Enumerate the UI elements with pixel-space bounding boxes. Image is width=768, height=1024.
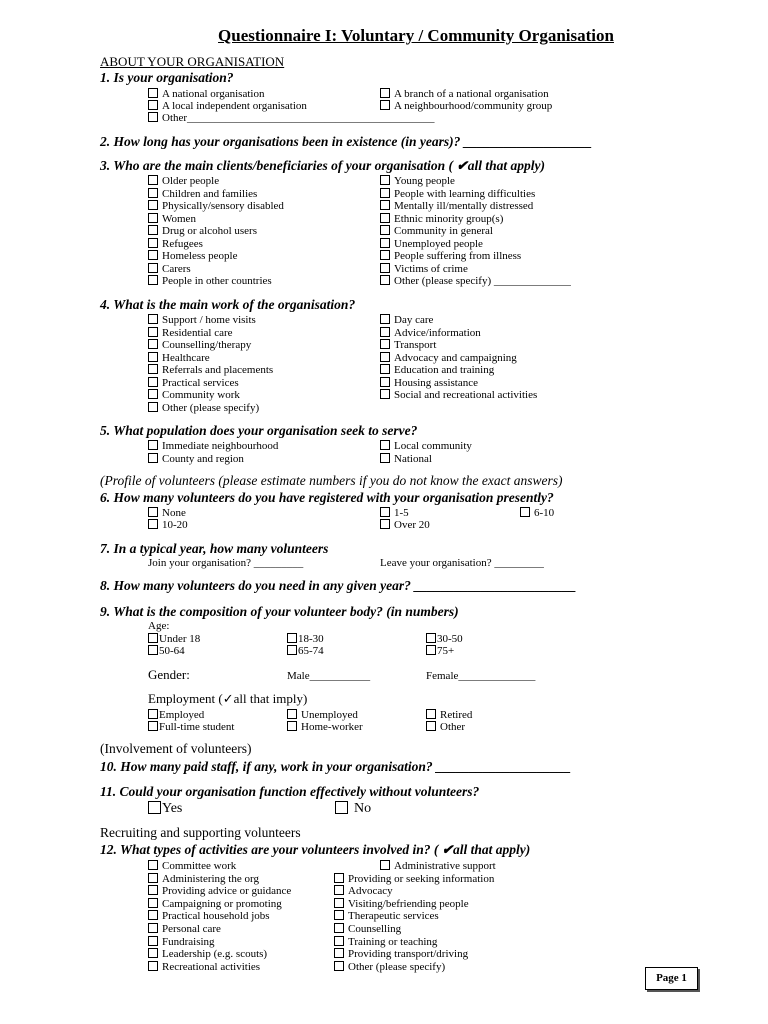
- checkbox-option[interactable]: Mentally ill/mentally distressed: [380, 200, 533, 212]
- checkbox-icon[interactable]: [380, 225, 390, 235]
- checkbox-icon[interactable]: [148, 225, 158, 235]
- checkbox-option[interactable]: 75+: [426, 645, 454, 657]
- checkbox-icon[interactable]: [380, 88, 390, 98]
- checkbox-option[interactable]: National: [380, 453, 432, 465]
- checkbox-icon[interactable]: [334, 873, 344, 883]
- checkbox-option[interactable]: Women: [148, 213, 196, 225]
- checkbox-option[interactable]: Carers: [148, 263, 191, 275]
- checkbox-icon[interactable]: [334, 936, 344, 946]
- employment-label: Employment (✓all that imply): [148, 691, 308, 706]
- checkbox-option[interactable]: Other (please specify) ______________: [380, 275, 571, 287]
- checkbox-icon[interactable]: [287, 721, 297, 731]
- checkbox-option[interactable]: Over 20: [380, 519, 430, 531]
- checkbox-option[interactable]: Therapeutic services: [334, 910, 439, 922]
- checkbox-icon[interactable]: [148, 910, 158, 920]
- checkbox-icon[interactable]: [380, 200, 390, 210]
- checkbox-option[interactable]: Under 18: [148, 633, 200, 645]
- male-field[interactable]: Male___________: [287, 670, 371, 682]
- checkbox-option[interactable]: None: [148, 507, 186, 519]
- checkbox-option[interactable]: 1-5: [380, 507, 409, 519]
- checkbox-icon[interactable]: [380, 453, 390, 463]
- question-6: 6. How many volunteers do you have registered with your organisation presently?: [100, 490, 554, 505]
- checkbox-option[interactable]: Administering the org: [148, 873, 259, 885]
- checkbox-icon[interactable]: [334, 910, 344, 920]
- involvement-note: (Involvement of volunteers): [100, 741, 252, 756]
- checkbox-option[interactable]: Advice/information: [380, 327, 481, 339]
- checkbox-icon[interactable]: [380, 440, 390, 450]
- checkbox-option[interactable]: 18-30: [287, 633, 324, 645]
- checkbox-option[interactable]: Home-worker: [287, 721, 363, 733]
- checkbox-icon[interactable]: [148, 263, 158, 273]
- checkbox-icon[interactable]: [380, 364, 390, 374]
- checkbox-option[interactable]: A neighbourhood/community group: [380, 100, 552, 112]
- question-9: 9. What is the composition of your volunteer body? (in numbers): [100, 604, 459, 619]
- age-label: Age:: [148, 620, 170, 632]
- question-1: 1. Is your organisation?: [100, 70, 234, 85]
- checkbox-icon[interactable]: [148, 238, 158, 248]
- section-heading-about: ABOUT YOUR ORGANISATION: [100, 54, 285, 69]
- checkbox-icon[interactable]: [380, 263, 390, 273]
- checkbox-icon[interactable]: [334, 898, 344, 908]
- checkbox-icon[interactable]: [148, 250, 158, 260]
- join-field[interactable]: Join your organisation? _________: [148, 557, 304, 569]
- checkbox-icon[interactable]: [380, 327, 390, 337]
- checkbox-icon[interactable]: [148, 275, 158, 285]
- checkbox-icon[interactable]: [148, 100, 158, 110]
- checkbox-option[interactable]: Children and families: [148, 188, 257, 200]
- checkbox-option[interactable]: 65-74: [287, 645, 324, 657]
- leave-field[interactable]: Leave your organisation? _________: [380, 557, 544, 569]
- checkbox-icon[interactable]: [380, 377, 390, 387]
- checkbox-icon[interactable]: [148, 801, 161, 814]
- checkbox-icon[interactable]: [148, 936, 158, 946]
- question-2: 2. How long has your organisations been in existence (in years)? ___________________: [100, 134, 593, 149]
- checkbox-icon[interactable]: [380, 250, 390, 260]
- checkbox-option[interactable]: Support / home visits: [148, 314, 256, 326]
- checkbox-icon[interactable]: [287, 709, 297, 719]
- checkbox-icon[interactable]: [148, 377, 158, 387]
- checkbox-icon[interactable]: [334, 923, 344, 933]
- checkbox-icon[interactable]: [148, 873, 158, 883]
- checkbox-icon[interactable]: [380, 314, 390, 324]
- checkbox-icon[interactable]: [148, 721, 158, 731]
- checkbox-icon[interactable]: [148, 860, 158, 870]
- checkbox-option[interactable]: Employed: [148, 709, 204, 721]
- profile-note: (Profile of volunteers (please estimate numbers if you do not know the exact answers): [100, 473, 563, 488]
- checkbox-icon[interactable]: [426, 633, 436, 643]
- checkbox-icon[interactable]: [380, 100, 390, 110]
- checkbox-option[interactable]: 6-10: [520, 507, 554, 519]
- question-5: 5. What population does your organisation seek to serve?: [100, 423, 418, 438]
- checkbox-icon[interactable]: [148, 645, 158, 655]
- checkbox-option[interactable]: People suffering from illness: [380, 250, 521, 262]
- checkbox-option[interactable]: Recreational activities: [148, 961, 260, 973]
- question-12: 12. What types of activities are your volunteers involved in? ( ✔all that apply): [100, 842, 531, 857]
- checkbox-option[interactable]: Education and training: [380, 364, 494, 376]
- checkbox-option[interactable]: 50-64: [148, 645, 185, 657]
- checkbox-icon[interactable]: [148, 961, 158, 971]
- checkbox-icon[interactable]: [287, 633, 297, 643]
- checkbox-option[interactable]: Referrals and placements: [148, 364, 273, 376]
- question-11: 11. Could your organisation function effectively without volunteers?: [100, 784, 480, 799]
- checkbox-option[interactable]: Other (please specify): [148, 402, 259, 414]
- checkbox-icon[interactable]: [148, 112, 158, 122]
- checkbox-icon[interactable]: [380, 188, 390, 198]
- checkbox-icon[interactable]: [148, 633, 158, 643]
- checkbox-icon[interactable]: [380, 275, 390, 285]
- checkbox-option[interactable]: Administrative support: [380, 860, 496, 872]
- checkbox-option[interactable]: Providing advice or guidance: [148, 885, 291, 897]
- recruiting-note: Recruiting and supporting volunteers: [100, 825, 301, 840]
- checkbox-option[interactable]: Drug or alcohol users: [148, 225, 257, 237]
- checkbox-icon[interactable]: [148, 213, 158, 223]
- checkbox-icon[interactable]: [148, 327, 158, 337]
- checkbox-option[interactable]: Housing assistance: [380, 377, 478, 389]
- checkbox-option[interactable]: Training or teaching: [334, 936, 437, 948]
- checkbox-icon[interactable]: [148, 507, 158, 517]
- checkbox-icon[interactable]: [148, 352, 158, 362]
- question-3: 3. Who are the main clients/beneficiaries of your organisation ( ✔all that apply): [100, 158, 545, 173]
- checkbox-option[interactable]: Older people: [148, 175, 219, 187]
- checkbox-icon[interactable]: [148, 200, 158, 210]
- checkbox-icon[interactable]: [148, 88, 158, 98]
- checkbox-option[interactable]: Leadership (e.g. scouts): [148, 948, 267, 960]
- checkbox-icon[interactable]: [334, 961, 344, 971]
- checkbox-option[interactable]: Community work: [148, 389, 240, 401]
- question-4: 4. What is the main work of the organisation?: [100, 297, 356, 312]
- checkbox-option[interactable]: Immediate neighbourhood: [148, 440, 278, 452]
- checkbox-icon[interactable]: [148, 453, 158, 463]
- checkbox-option[interactable]: Unemployed people: [380, 238, 483, 250]
- question-10: 10. How many paid staff, if any, work in your organisation? ____________________: [100, 759, 572, 774]
- checkbox-option[interactable]: A branch of a national organisation: [380, 88, 549, 100]
- checkbox-icon[interactable]: [380, 389, 390, 399]
- checkbox-option[interactable]: A national organisation: [148, 88, 264, 100]
- checkbox-option[interactable]: Local community: [380, 440, 472, 452]
- checkbox-option[interactable]: A local independent organisation: [148, 100, 307, 112]
- checkbox-icon[interactable]: [148, 885, 158, 895]
- checkbox-option[interactable]: Retired: [426, 709, 472, 721]
- checkbox-option[interactable]: Advocacy: [334, 885, 393, 897]
- checkbox-icon[interactable]: [520, 507, 530, 517]
- checkbox-icon[interactable]: [335, 801, 348, 814]
- checkbox-icon[interactable]: [380, 175, 390, 185]
- checkbox-option[interactable]: Other_____________________________________________: [148, 112, 435, 124]
- checkbox-option[interactable]: Other: [426, 721, 465, 733]
- checkbox-option[interactable]: Committee work: [148, 860, 236, 872]
- checkbox-icon[interactable]: [148, 364, 158, 374]
- checkbox-option[interactable]: 30-50: [426, 633, 463, 645]
- checkbox-option[interactable]: Physically/sensory disabled: [148, 200, 284, 212]
- checkbox-option[interactable]: Young people: [380, 175, 455, 187]
- checkbox-icon[interactable]: [148, 402, 158, 412]
- checkbox-option[interactable]: People in other countries: [148, 275, 272, 287]
- checkbox-icon[interactable]: [148, 923, 158, 933]
- checkbox-option[interactable]: Campaigning or promoting: [148, 898, 282, 910]
- checkbox-icon[interactable]: [148, 188, 158, 198]
- checkbox-option[interactable]: Homeless people: [148, 250, 237, 262]
- checkbox-option[interactable]: Counselling: [334, 923, 401, 935]
- checkbox-icon[interactable]: [334, 948, 344, 958]
- checkbox-option[interactable]: Refugees: [148, 238, 203, 250]
- checkbox-icon[interactable]: [148, 314, 158, 324]
- checkbox-option[interactable]: County and region: [148, 453, 244, 465]
- checkbox-option[interactable]: Residential care: [148, 327, 233, 339]
- checkbox-option[interactable]: Fundraising: [148, 936, 215, 948]
- checkbox-option[interactable]: Practical household jobs: [148, 910, 270, 922]
- checkbox-option[interactable]: Personal care: [148, 923, 221, 935]
- checkbox-option[interactable]: People with learning difficulties: [380, 188, 535, 200]
- checkbox-option[interactable]: Transport: [380, 339, 436, 351]
- yes-option[interactable]: Yes: [148, 801, 182, 817]
- checkbox-icon[interactable]: [380, 860, 390, 870]
- checkbox-option[interactable]: Healthcare: [148, 352, 210, 364]
- question-8: 8. How many volunteers do you need in any given year? ________________________: [100, 578, 577, 593]
- checkbox-icon[interactable]: [148, 339, 158, 349]
- no-option[interactable]: No: [335, 801, 371, 817]
- checkbox-icon[interactable]: [426, 709, 436, 719]
- checkbox-option[interactable]: Counselling/therapy: [148, 339, 251, 351]
- checkbox-icon[interactable]: [380, 352, 390, 362]
- checkbox-icon[interactable]: [148, 175, 158, 185]
- checkbox-option[interactable]: Visiting/befriending people: [334, 898, 469, 910]
- checkbox-option[interactable]: Unemployed: [287, 709, 358, 721]
- checkbox-option[interactable]: 10-20: [148, 519, 188, 531]
- checkbox-icon[interactable]: [426, 645, 436, 655]
- checkbox-option[interactable]: Full-time student: [148, 721, 234, 733]
- page-title: Questionnaire I: Voluntary / Community Organisation: [218, 26, 614, 45]
- checkbox-icon[interactable]: [380, 213, 390, 223]
- checkbox-icon[interactable]: [380, 238, 390, 248]
- checkbox-icon[interactable]: [148, 898, 158, 908]
- checkbox-icon[interactable]: [426, 721, 436, 731]
- checkbox-option[interactable]: Day care: [380, 314, 433, 326]
- checkbox-option[interactable]: Victims of crime: [380, 263, 468, 275]
- checkbox-option[interactable]: Providing or seeking information: [334, 873, 494, 885]
- checkbox-icon[interactable]: [148, 389, 158, 399]
- checkbox-icon[interactable]: [334, 885, 344, 895]
- checkbox-icon[interactable]: [380, 339, 390, 349]
- checkbox-option[interactable]: Providing transport/driving: [334, 948, 468, 960]
- checkbox-option[interactable]: Community in general: [380, 225, 493, 237]
- checkbox-icon[interactable]: [148, 948, 158, 958]
- checkbox-option[interactable]: Practical services: [148, 377, 239, 389]
- page-number: Page 1: [645, 967, 698, 990]
- checkbox-option[interactable]: Advocacy and campaigning: [380, 352, 517, 364]
- checkbox-option[interactable]: Other (please specify): [334, 961, 445, 973]
- checkbox-option[interactable]: Ethnic minority group(s): [380, 213, 503, 225]
- checkbox-icon[interactable]: [148, 440, 158, 450]
- checkbox-icon[interactable]: [148, 709, 158, 719]
- question-7: 7. In a typical year, how many volunteers: [100, 541, 329, 556]
- checkbox-icon[interactable]: [287, 645, 297, 655]
- female-field[interactable]: Female______________: [426, 670, 536, 682]
- checkbox-icon[interactable]: [148, 519, 158, 529]
- gender-label: Gender:: [148, 667, 190, 682]
- checkbox-option[interactable]: Social and recreational activities: [380, 389, 537, 401]
- checkbox-icon[interactable]: [380, 507, 390, 517]
- checkbox-icon[interactable]: [380, 519, 390, 529]
